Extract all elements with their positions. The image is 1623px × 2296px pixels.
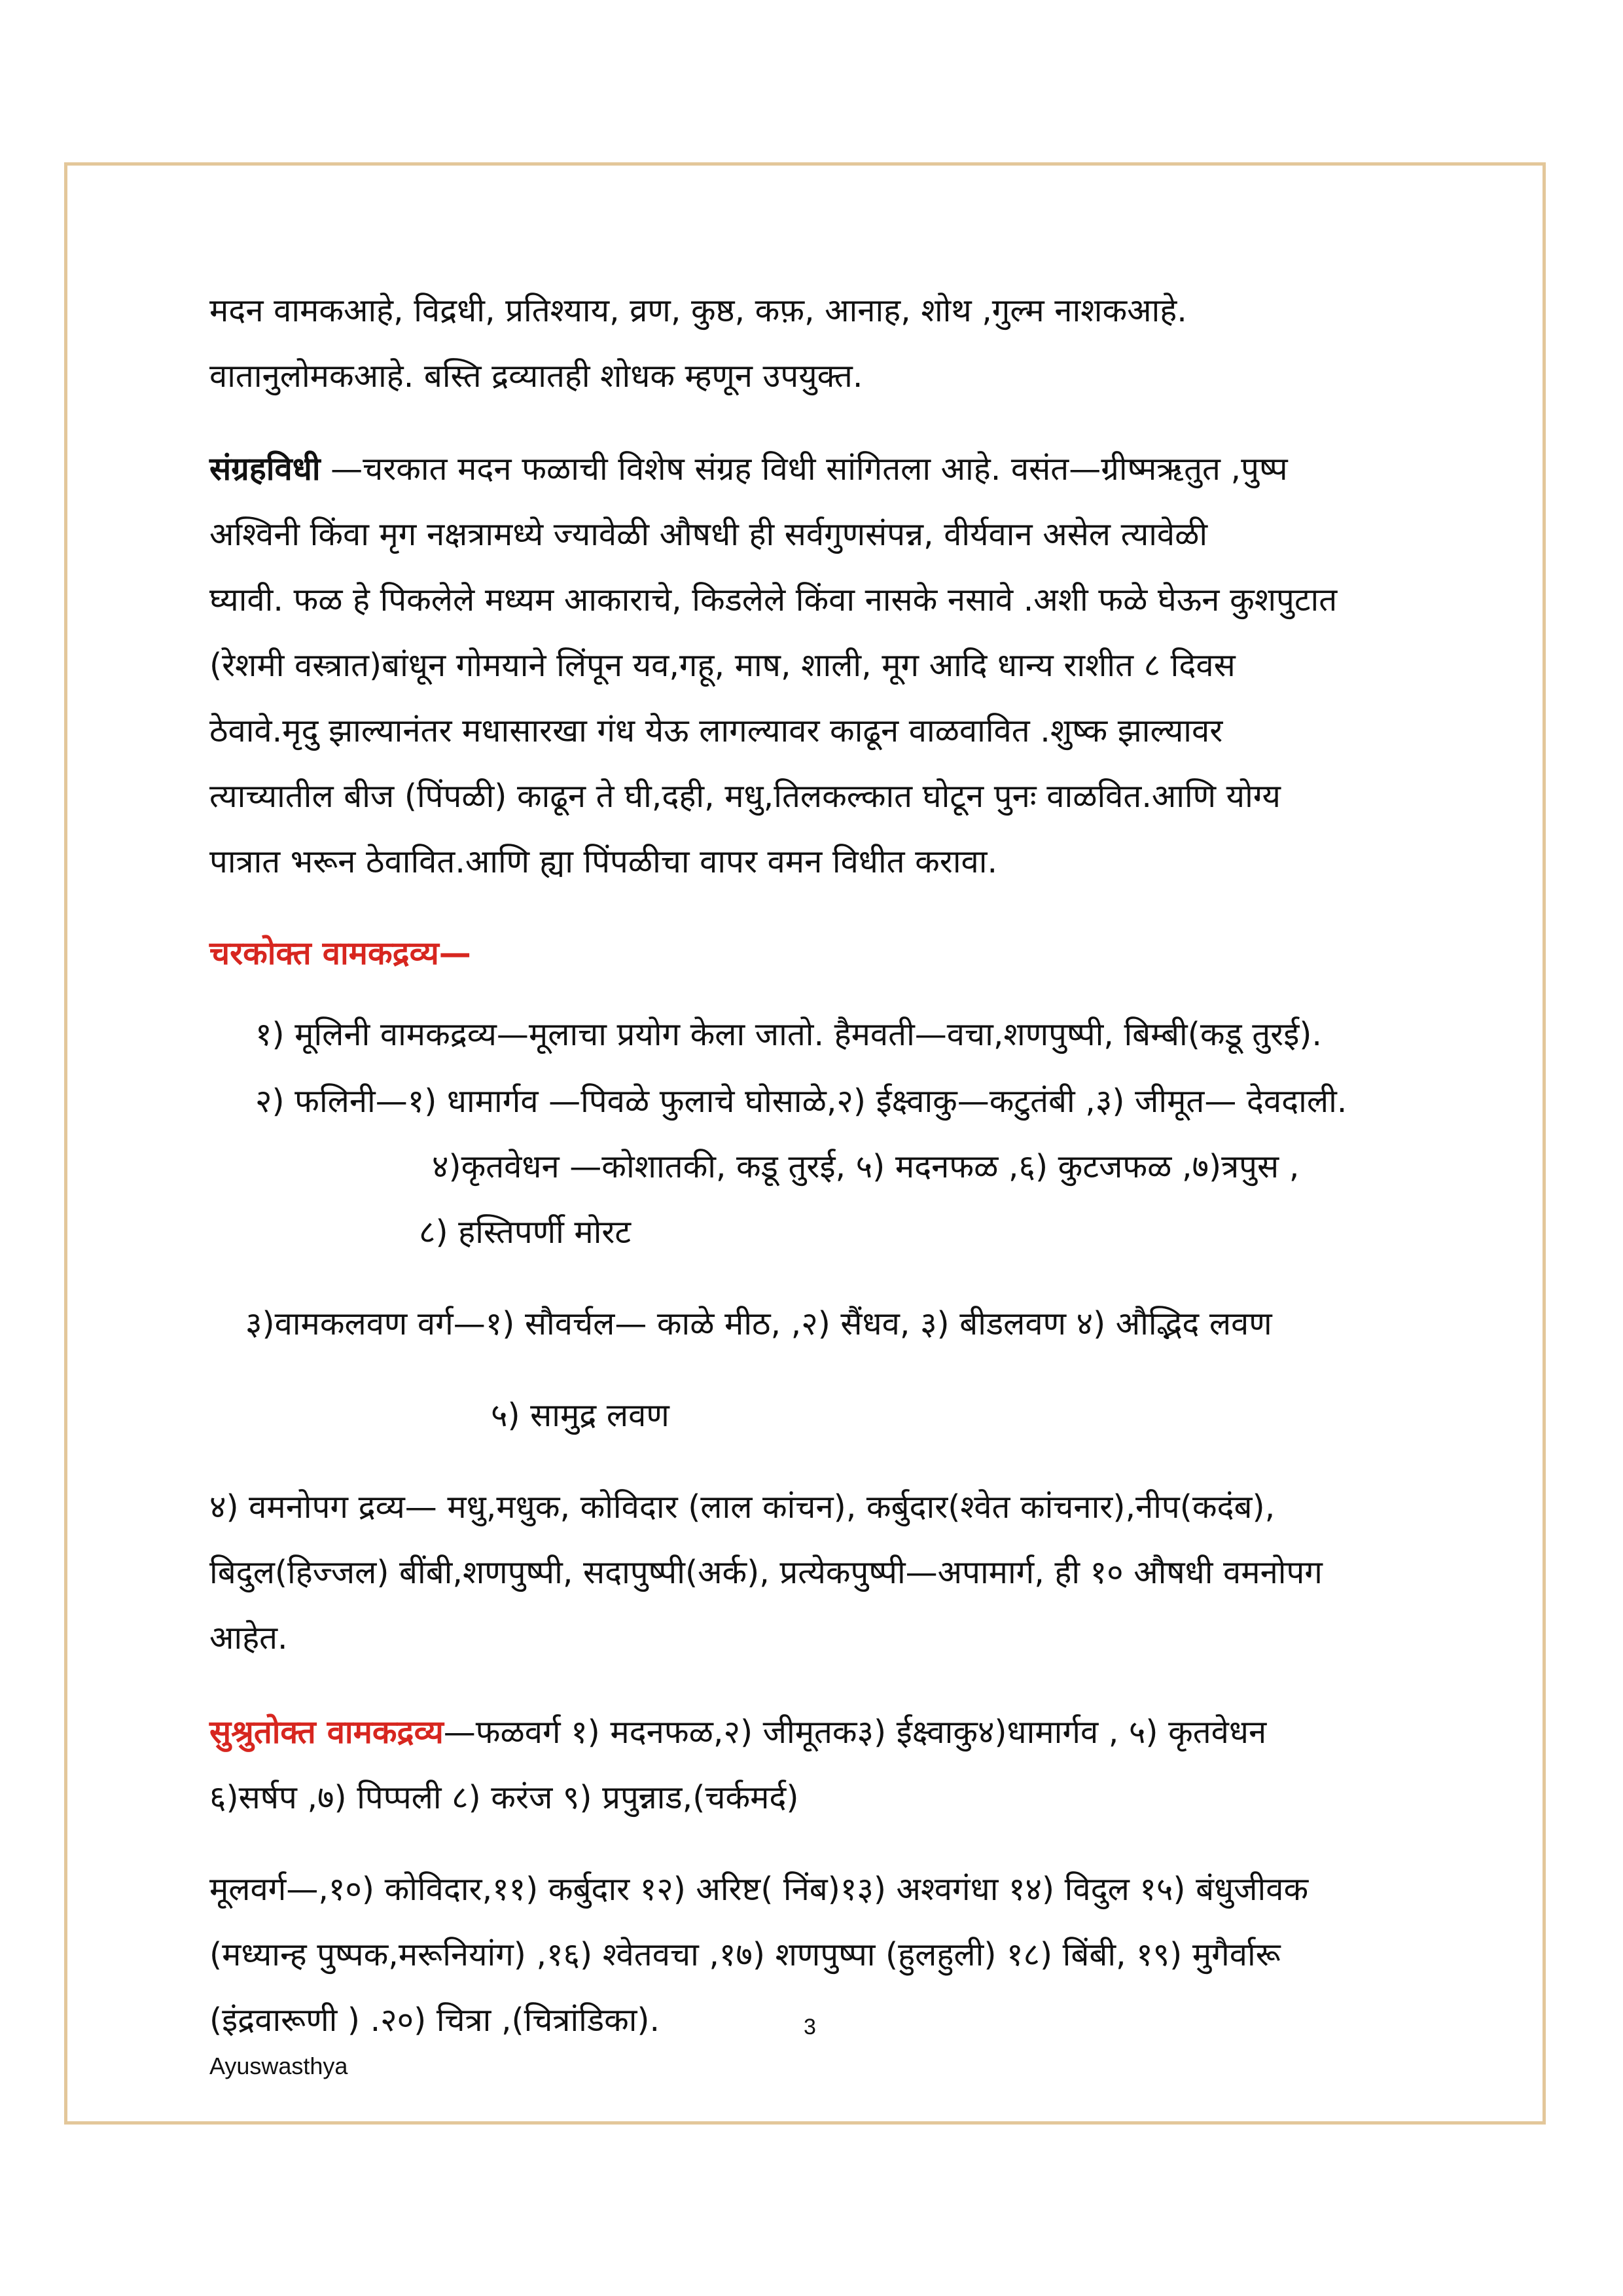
- list-item: १) मूलिनी वामकद्रव्य—मूलाचा प्रयोग केला जातो. हैमवती—वचा,शणपुष्पी, बिम्बी(कडू तुरई).: [255, 1016, 1322, 1053]
- text-line: (इंद्रवारूणी ) .२०) चित्रा ,(चित्रांडिका).: [209, 2001, 660, 2039]
- text-line: अश्विनी किंवा मृग नक्षत्रामध्ये ज्यावेळी औषधी ही सर्वगुणसंपन्न, वीर्यवान असेल त्यावेळी: [209, 516, 1208, 553]
- text-line: पात्रात भरून ठेवावित.आणि ह्या पिंपळीचा वापर वमन विधीत करावा.: [209, 843, 998, 880]
- text-line: वातानुलोमकआहे. बस्ति द्रव्यातही शोधक म्हणून उपयुक्त.: [209, 357, 863, 395]
- text-line: मदन वामकआहे, विद्रधी, प्रतिश्याय, व्रण, कुष्ठ, कफ़, आनाह, शोथ ,गुल्म नाशकआहे.: [209, 292, 1187, 329]
- footer-text: Ayuswasthya: [209, 2053, 348, 2079]
- text-line: (मध्यान्ह पुष्पक,मरूनियांग) ,१६) श्वेतवचा ,१७) शणपुष्पा (हुलहुली) १८) बिंबी, १९) मुगैर्वारू: [209, 1936, 1281, 1973]
- charak-heading: चरकोक्त वामकद्रव्य—: [209, 935, 471, 972]
- text-line: [209, 1710, 1266, 1755]
- text-span: —चरकात मदन फळाची विशेष संग्रह विधी सांगितला आहे. वसंत—ग्रीष्मऋतुत ,पुष्प: [330, 450, 1288, 488]
- text-line: ६)सर्षप ,७) पिप्पली ८) करंज ९) प्रपुन्नाड,(चर्कमर्द): [209, 1779, 799, 1816]
- text-line: आहेत.: [209, 1619, 288, 1657]
- text-span: —फळवर्ग १) मदनफळ,२) जीमूतक३) ईक्ष्वाकु४)धामार्गव , ५) कृतवेधन: [443, 1713, 1267, 1751]
- list-item: ५) सामुद्र लवण: [491, 1397, 669, 1434]
- text-line: बिदुल(हिज्जल) बींबी,शणपुष्पी, सदापुष्पी(अर्क), प्रत्येकपुष्पी—अपामार्ग, ही १० औषधी वमनोपग: [209, 1554, 1323, 1591]
- list-item: ८) हस्तिपर्णी मोरट: [419, 1213, 632, 1251]
- text-line: घ्यावी. फळ हे पिकलेले मध्यम आकाराचे, किडलेले किंवा नासके नसावे .अशी फळे घेऊन कुशपुटात: [209, 581, 1338, 619]
- text-line: [209, 446, 1288, 492]
- text-line: ४) वमनोपग द्रव्य— मधु,मधुक, कोविदार (लाल कांचन), कर्बुदार(श्वेत कांचनार),नीप(कदंब),: [209, 1488, 1275, 1526]
- list-item: ३)वामकलवण वर्ग—१) सौवर्चल— काळे मीठ, ,२) सैंधव, ३) बीडलवण ४) औद्भिद लवण: [245, 1305, 1272, 1342]
- text-line: मूलवर्ग—,१०) कोविदार,११) कर्बुदार १२) अरिष्ट( निंब)१३) अश्वगंधा १४) विदुल १५) बंधुजीवक: [209, 1871, 1309, 1908]
- text-line: त्याच्यातील बीज (पिंपळी) काढून ते घी,दही, मधु,तिलकल्कात घोटून पुनः वाळवित.आणि योग्य: [209, 778, 1281, 815]
- sangrah-heading: संग्रहविधी: [209, 450, 321, 488]
- text-line: (रेशमी वस्त्रात)बांधून गोमयाने लिंपून यव,गहू, माष, शाली, मूग आदि धान्य राशीत ८ दिवस: [209, 647, 1236, 684]
- page-number: 3: [804, 2015, 816, 2039]
- sushrut-heading: सुश्रुतोक्त वामकद्रव्य: [209, 1713, 444, 1751]
- list-item: ४)कृतवेधन —कोशातकी, कडू तुरई, ५) मदनफळ ,६) कुटजफळ ,७)त्रपुस ,: [432, 1148, 1300, 1185]
- text-line: ठेवावे.मृदु झाल्यानंतर मधासारखा गंध येऊ लागल्यावर काढून वाळवावित .शुष्क झाल्यावर: [209, 712, 1223, 749]
- list-item: २) फलिनी—१) धामार्गव —पिवळे फुलाचे घोसाळे,२) ईक्ष्वाकु—कटुतंबी ,३) जीमूत— देवदाली.: [255, 1083, 1347, 1120]
